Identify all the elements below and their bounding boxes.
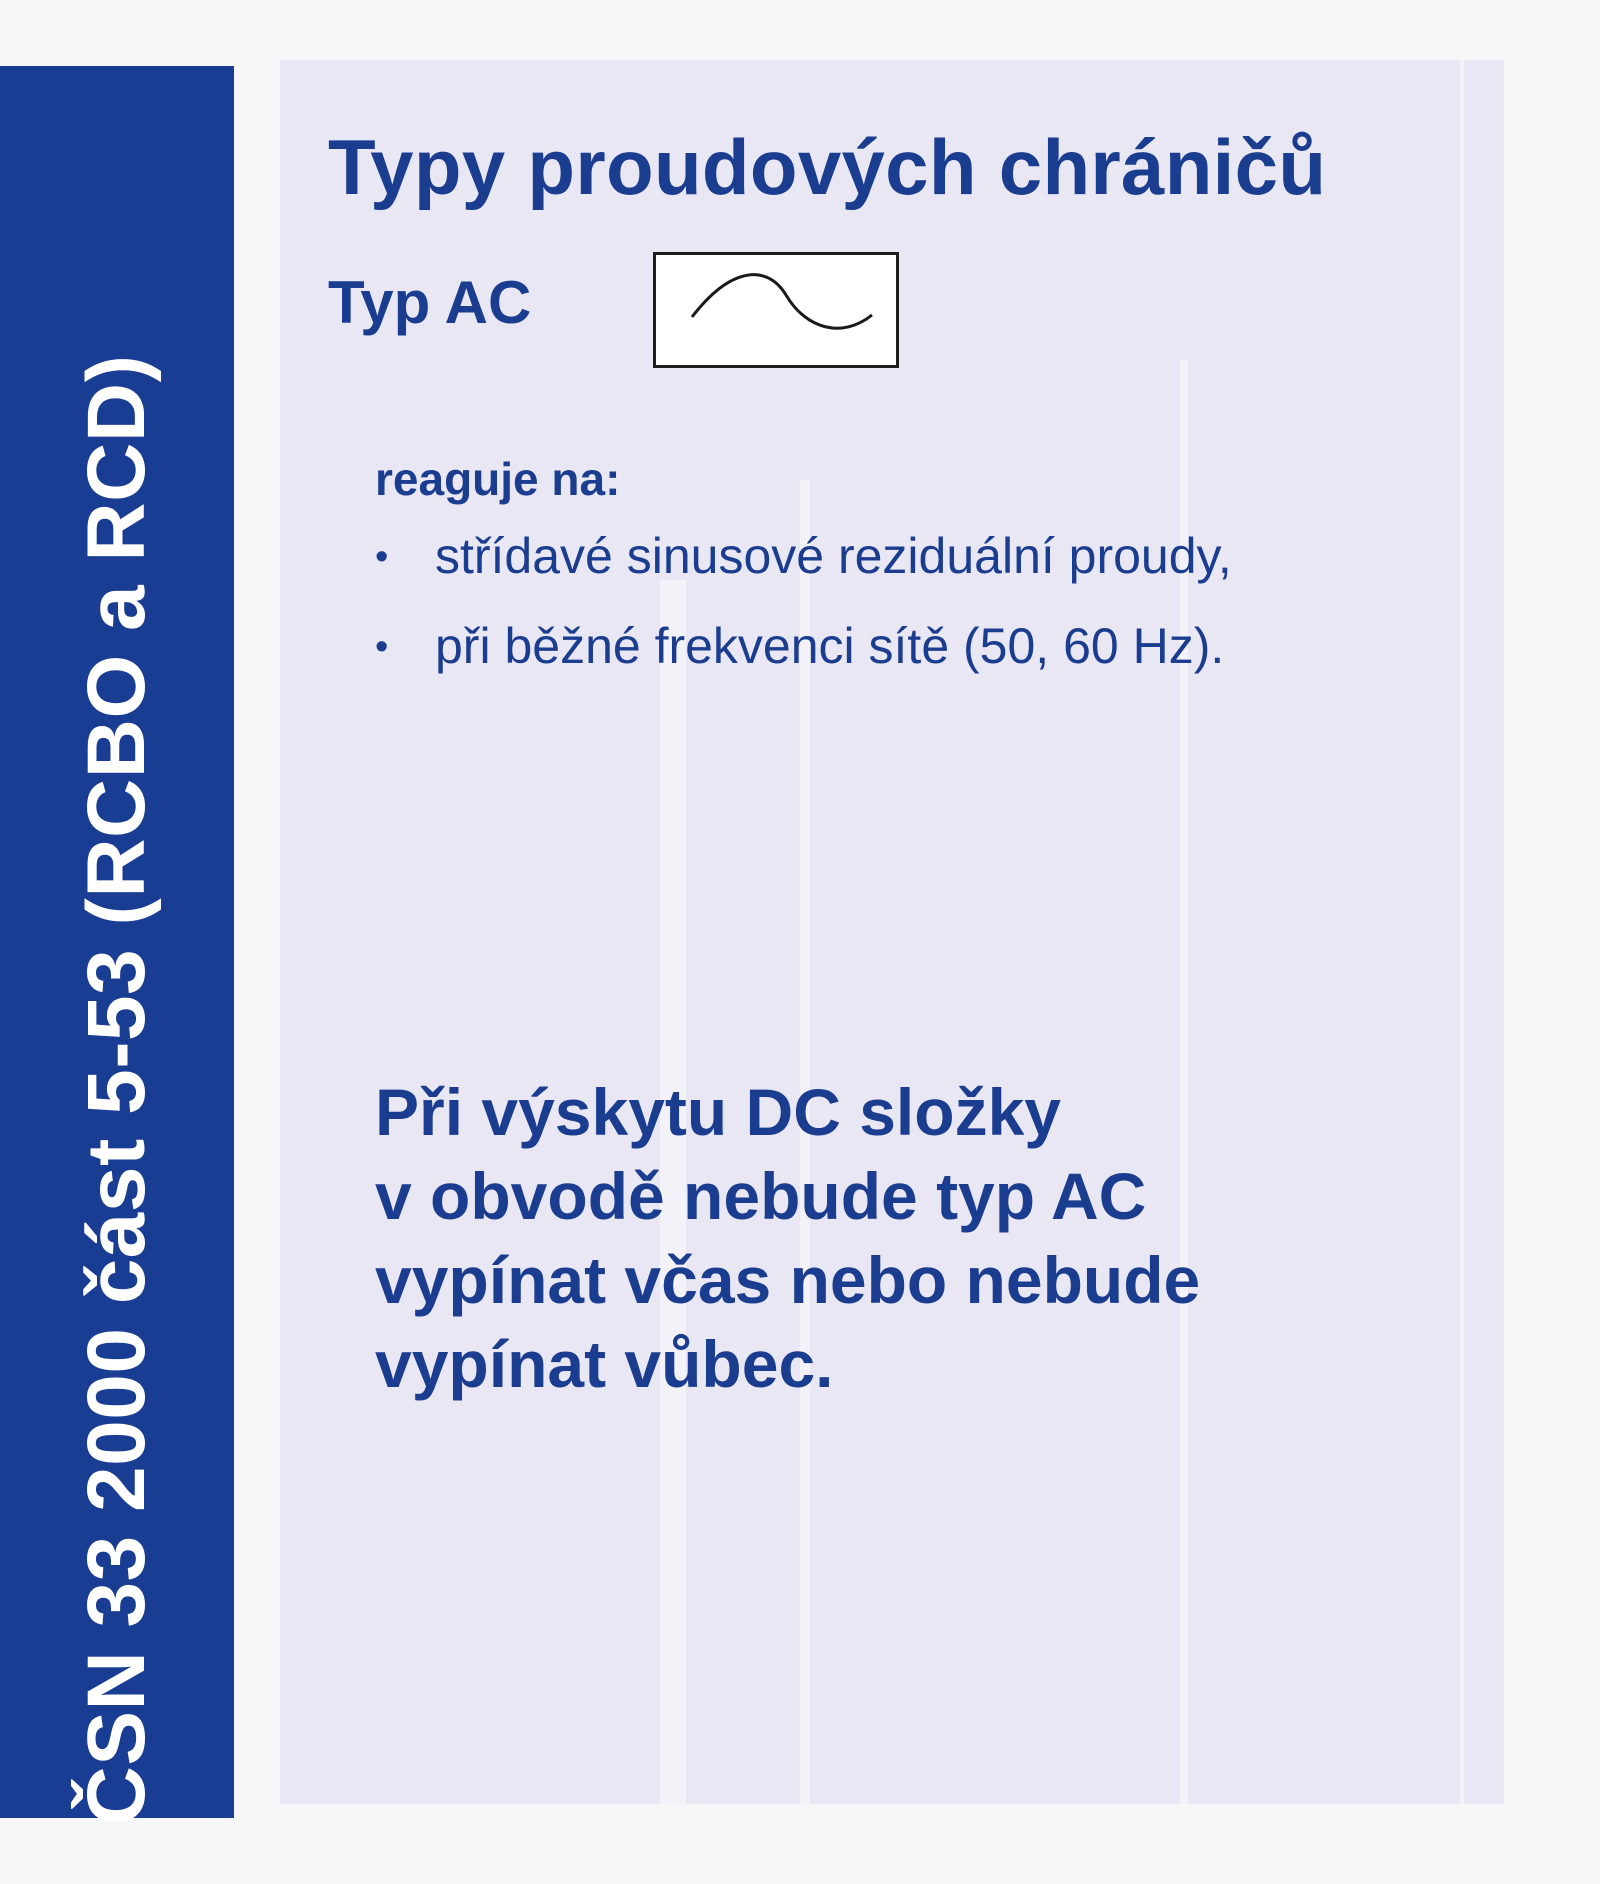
bullet-icon: • [375,536,389,578]
background-line [1460,60,1464,1804]
bullet-icon: • [375,626,389,668]
warning-line: vypínat včas nebo nebude [375,1243,1201,1317]
sine-wave-icon [656,255,896,365]
bullet-text: při běžné frekvenci sítě (50, 60 Hz). [435,618,1225,674]
sidebar-title: ČSN 33 2000 část 5-53 (RCBO a RCD) [71,354,162,1826]
slide-panel [280,60,1504,1804]
warning-line: vypínat vůbec. [375,1327,834,1401]
reacts-heading: reaguje na: [375,453,621,505]
sine-wave-symbol [653,252,899,368]
sidebar [0,66,234,1826]
type-label: Typ AC [328,269,532,336]
warning-line: Při výskytu DC složky [375,1075,1061,1149]
warning-line: v obvodě nebude typ AC [375,1159,1147,1233]
slide-title: Typy proudových chráničů [328,123,1327,211]
bullet-text: střídavé sinusové reziduální proudy, [435,528,1232,584]
warning-text [375,1070,1200,1406]
